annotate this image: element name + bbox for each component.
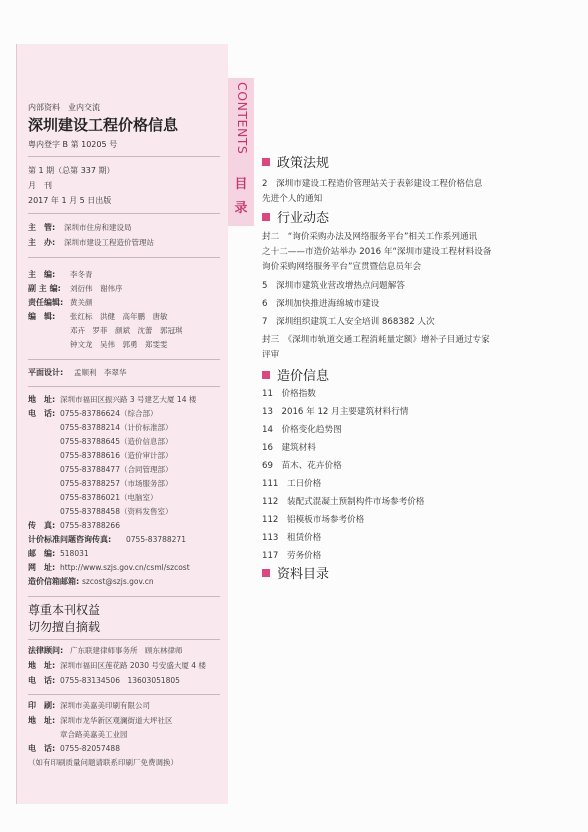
design-label: 平面设计:	[28, 368, 64, 377]
rights-line: 切勿擅自摘载	[28, 620, 101, 634]
contents-cn-char: 目	[234, 177, 248, 192]
printer-address: 章合路美嘉美工业园	[60, 730, 128, 739]
separator	[28, 257, 220, 258]
address-label: 地 址:	[28, 395, 56, 404]
separator	[28, 359, 220, 360]
square-bullet-icon	[262, 371, 270, 379]
phone-line: 0755-83788214（计价标准部）	[60, 423, 173, 432]
section-title: 行业动态	[277, 211, 330, 226]
editor-label: 主 编:	[28, 270, 56, 279]
address: 深圳市福田区振兴路 3 号建艺大厦 14 楼	[60, 395, 197, 404]
toc-entry[interactable]: 先进个人的通知	[262, 194, 323, 204]
deputy-editor-label: 副 主 编:	[28, 284, 61, 293]
deputy-editor: 刘衍伟 谢伟序	[70, 284, 123, 293]
toc-entry[interactable]: 16 建筑材料	[262, 443, 316, 453]
separator	[28, 213, 220, 214]
separator	[28, 156, 220, 157]
square-bullet-icon	[262, 213, 270, 221]
publish-date: 2017 年 1 月 5 日出版	[28, 196, 112, 205]
phone-line: 0755-83788458（资料发售室）	[60, 507, 173, 516]
phone-label: 电 话:	[28, 409, 56, 418]
contents-cn	[233, 176, 249, 218]
toc-entry[interactable]: 112 铝模板市场参考价格	[262, 515, 365, 525]
separator	[28, 596, 220, 597]
responsible-editor-label: 责任编辑:	[28, 298, 64, 307]
toc-entry[interactable]: 封三 《深圳市轨道交通工程消耗量定额》增补子目通过专家	[262, 335, 490, 345]
editor: 李冬青	[70, 270, 93, 279]
sponsor-label: 主 管:	[28, 223, 56, 232]
legal-counsel: 广东联建律师事务所 顾东林律师	[70, 646, 183, 655]
rights-line: 尊重本刊权益	[28, 603, 101, 617]
toc-entry[interactable]: 2 深圳市建设工程造价管理站关于表彰建设工程价格信息	[262, 179, 483, 189]
phone-line: 0755-83788616（造价审计部）	[60, 451, 173, 460]
toc-entry[interactable]: 11 价格指数	[262, 389, 316, 399]
permit-number: 粤内登字 B 第 10205 号	[28, 140, 118, 149]
toc-entry[interactable]: 6 深圳加快推进海绵城市建设	[262, 299, 380, 309]
legal-address: 深圳市福田区莲花路 2030 号安盛大厦 4 楼	[60, 661, 206, 670]
printer-label: 印 刷:	[28, 701, 56, 710]
fax: 0755-83788266	[60, 521, 120, 530]
fax-label: 传 真:	[28, 521, 56, 530]
phone-line: 0755-83786021（电脑室）	[60, 493, 158, 502]
separator	[28, 386, 220, 387]
toc-entry[interactable]: 评审	[262, 350, 280, 360]
legal-phone: 0755-83134506 13603051805	[60, 676, 180, 685]
responsible-editor: 黄关颜	[70, 298, 93, 307]
editors-label: 编 辑:	[28, 312, 56, 321]
contents-cn-char: 录	[234, 201, 248, 216]
section-title: 政策法规	[277, 156, 330, 171]
toc-entry[interactable]: 117 劳务价格	[262, 551, 322, 561]
square-bullet-icon	[262, 158, 270, 166]
toc-entry[interactable]: 111 工日价格	[262, 479, 322, 489]
consult-fax: 0755-83788271	[126, 535, 186, 544]
toc-entry[interactable]: 5 深圳市建筑业营改增热点问题解答	[262, 281, 405, 291]
toc-entry[interactable]: 封二 “询价采购办法及网络服务平台”相关工作系列通讯	[262, 232, 478, 242]
section-heading	[262, 370, 329, 383]
printer-address: 深圳市龙华新区观澜街道大坪社区	[60, 716, 173, 725]
editors-line: 张红标 洪健 高年鹏 唐敏	[70, 312, 168, 321]
toc-entry[interactable]: 69 苗木、花卉价格	[262, 461, 342, 471]
magazine-title: 深圳建设工程价格信息	[28, 116, 179, 134]
editors-line: 邓卉 罗菲 颜斌 沈蕾 郭冠琪	[70, 326, 183, 335]
designers: 孟顺利 李翠华	[74, 368, 127, 377]
email: szcost@szjs.gov.cn	[82, 577, 154, 586]
separator	[28, 639, 220, 640]
email-label: 造价信箱邮箱:	[28, 577, 80, 586]
toc-entry[interactable]: 7 深圳组织建筑工人安全培训 868382 人次	[262, 317, 435, 327]
internal-tag: 内部资料 业内交流	[28, 103, 100, 112]
section-title: 造价信息	[277, 369, 330, 384]
phone-line: 0755-83786624（综合部）	[60, 409, 158, 418]
print-quality-note: （如有印刷质量问题请联系印刷厂免费调换）	[28, 758, 178, 767]
toc-entry[interactable]: 13 2016 年 12 月主要建筑材料行情	[262, 407, 409, 417]
section-title: 资料目录	[277, 567, 330, 582]
masthead-edge	[16, 44, 17, 804]
website-label: 网 址:	[28, 563, 56, 572]
legal-phone-label: 电 话:	[28, 676, 56, 685]
section-heading	[262, 568, 329, 581]
toc-entry[interactable]: 112 装配式混凝土预制构件市场参考价格	[262, 497, 425, 507]
consult-fax-label: 计价标准问题咨询传真:	[28, 535, 112, 544]
separator	[28, 694, 220, 695]
website: http://www.szjs.gov.cn/csml/szcost	[60, 563, 190, 572]
section-heading	[262, 212, 329, 225]
square-bullet-icon	[262, 569, 270, 577]
legal-address-label: 地 址:	[28, 661, 56, 670]
phone-line: 0755-83788257（市场服务部）	[60, 479, 173, 488]
organizer-label: 主 办:	[28, 238, 56, 247]
printer-phone: 0755-82057488	[60, 744, 120, 753]
sponsor: 深圳市住房和建设局	[64, 223, 132, 232]
printer: 深圳市美嘉美印刷有限公司	[60, 701, 150, 710]
organizer: 深圳市建设工程造价管理站	[64, 238, 154, 247]
issue-number: 第 1 期（总第 337 期）	[28, 166, 115, 175]
contents-word: CONTENTS	[235, 82, 250, 155]
toc-entry[interactable]: 之十二——市造价站举办 2016 年“深圳市建设工程材料设备	[262, 247, 492, 257]
phone-line: 0755-83788477（合同管理部）	[60, 465, 173, 474]
printer-address-label: 地 址:	[28, 716, 56, 725]
toc-entry[interactable]: 询价采购网络服务平台”宣贯暨信息员年会	[262, 262, 422, 272]
legal-label: 法律顾问:	[28, 646, 64, 655]
editors-line: 钟文龙 吴伟 郭勇 郑雯雯	[70, 340, 168, 349]
frequency: 月 刊	[28, 181, 52, 190]
printer-phone-label: 电 话:	[28, 744, 56, 753]
section-heading	[262, 157, 329, 170]
zip-code: 518031	[60, 549, 89, 558]
toc-entry[interactable]: 113 租赁价格	[262, 533, 322, 543]
phone-line: 0755-83788645（造价信息部）	[60, 437, 173, 446]
zip-label: 邮 编:	[28, 549, 56, 558]
toc-entry[interactable]: 14 价格变化趋势图	[262, 425, 342, 435]
